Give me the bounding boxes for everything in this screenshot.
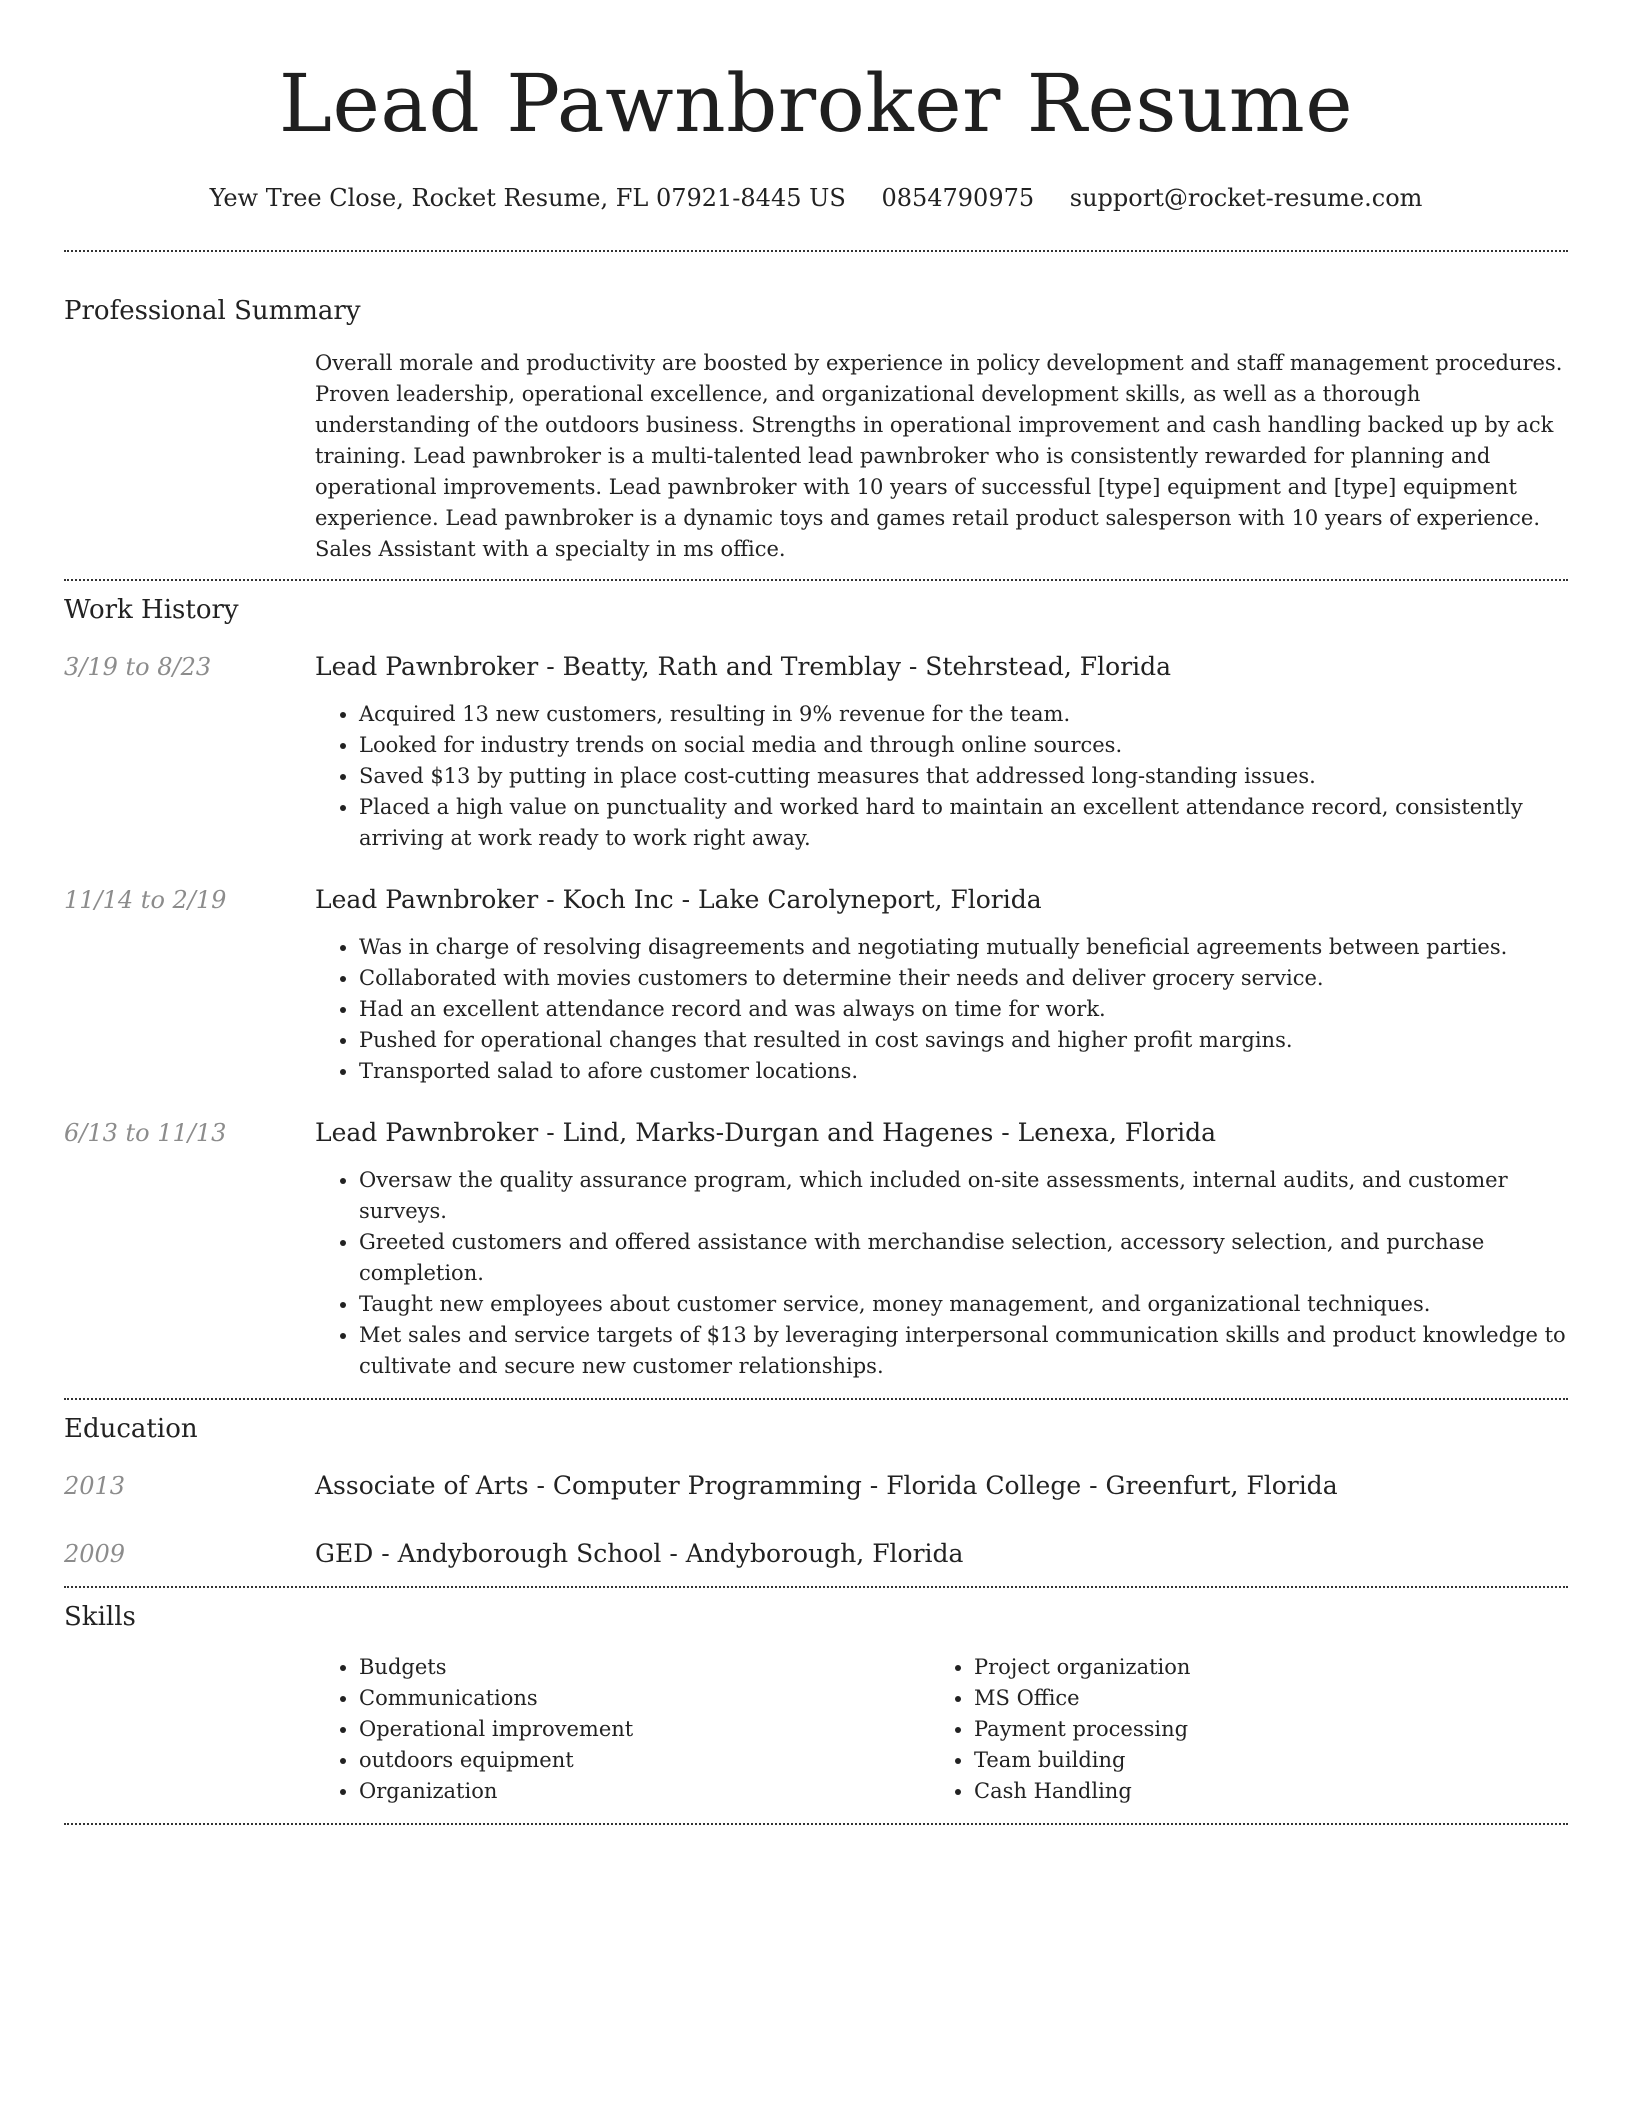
skills-section (64, 1588, 1568, 1823)
education-title: GED - Andyborough School - Andyborough, Florida (315, 1539, 964, 1568)
education-entry-body (315, 1538, 1568, 1570)
work-entry-body (315, 651, 1568, 854)
work-entry-body (315, 1117, 1568, 1382)
work-entry-bullets (315, 1165, 1568, 1382)
work-entry (64, 651, 1568, 854)
skill-item: • MS Office (974, 1683, 1545, 1714)
bullet-item: • Looked for industry trends on social media and through online sources. (359, 730, 1568, 761)
bullet-item: • Had an excellent attendance record and was always on time for work. (359, 994, 1568, 1025)
bullet-item: • Greeted customers and offered assistance with merchandise selection, accessory selection, and purchase completion. (359, 1227, 1568, 1289)
skill-item: • outdoors equipment (359, 1745, 930, 1776)
skill-item: • Organization (359, 1776, 930, 1807)
skills-heading: Skills (64, 1602, 136, 1632)
education-title: Associate of Arts - Computer Programming - Florida College - Greenfurt, Florida (315, 1471, 1338, 1500)
divider (64, 1823, 1568, 1825)
education-entry (64, 1538, 1568, 1570)
skills-list-right (930, 1652, 1545, 1807)
skill-item: • Budgets (359, 1652, 930, 1683)
work-entry-dates: 3/19 to 8/23 (64, 653, 212, 681)
contact-line (64, 182, 1568, 214)
bullet-item: • Oversaw the quality assurance program, which included on-site assessments, internal audits, and customer surveys. (359, 1165, 1568, 1227)
contact-phone: 0854790975 (881, 184, 1035, 212)
bullet-item: • Met sales and service targets of $13 by leveraging interpersonal communication skills and product knowledge to cultivate and secure new customer relationships. (359, 1320, 1568, 1382)
contact-address: Yew Tree Close, Rocket Resume, FL 07921-8445 US (209, 184, 846, 212)
bullet-item: • Collaborated with movies customers to determine their needs and deliver grocery service. (359, 963, 1568, 994)
work-entry (64, 884, 1568, 1087)
bullet-item: • Was in charge of resolving disagreements and negotiating mutually beneficial agreements between parties. (359, 932, 1568, 963)
bullet-item: • Taught new employees about customer service, money management, and organizational techniques. (359, 1289, 1568, 1320)
education-entry (64, 1470, 1568, 1502)
education-year: 2009 (64, 1540, 126, 1568)
resume-title: Lead Pawnbroker Resume (278, 57, 1354, 150)
skill-item: • Project organization (974, 1652, 1545, 1683)
work-entry-bullets (315, 932, 1568, 1087)
skill-item: • Cash Handling (974, 1776, 1545, 1807)
skill-item: • Payment processing (974, 1714, 1545, 1745)
bullet-item: • Transported salad to afore customer locations. (359, 1056, 1568, 1087)
work-entry-title: Lead Pawnbroker - Beatty, Rath and Tremblay - Stehrstead, Florida (315, 652, 1172, 681)
summary-heading: Professional Summary (64, 296, 361, 326)
work-history-section (64, 581, 1568, 1398)
skill-item: • Communications (359, 1683, 930, 1714)
work-entry-dates: 6/13 to 11/13 (64, 1119, 227, 1147)
contact-email: support@rocket-resume.com (1069, 184, 1423, 212)
work-entry-title: Lead Pawnbroker - Lind, Marks-Durgan and Hagenes - Lenexa, Florida (315, 1118, 1217, 1147)
skill-item: • Team building (974, 1745, 1545, 1776)
work-entry (64, 1117, 1568, 1382)
summary-text: Overall morale and productivity are boosted by experience in policy development and staff management procedures. Proven leadership, operational excellence, and organizational development skills, as well as a thorough understanding of the outdoors business. Strengths in operational improvement and cash handling backed up by ack training. Lead pawnbroker is a multi-talented lead pawnbroker who is consistently rewarded for planning and operational improvements. Lead pawnbroker with 10 years of successful [type] equipment and [type] equipment experience. Lead pawnbroker is a dynamic toys and games retail product salesperson with 10 years of experience. Sales Assistant with a specialty in ms office. (315, 351, 1563, 561)
work-entry-bullets (315, 699, 1568, 854)
education-year: 2013 (64, 1472, 126, 1500)
work-entry-body (315, 884, 1568, 1087)
work-entry-dates: 11/14 to 2/19 (64, 886, 227, 914)
education-section (64, 1400, 1568, 1586)
education-heading: Education (64, 1414, 198, 1444)
bullet-item: • Saved $13 by putting in place cost-cutting measures that addressed long-standing issues. (359, 761, 1568, 792)
skills-list-left (315, 1652, 930, 1807)
summary-section (64, 252, 1568, 579)
bullet-item: • Pushed for operational changes that resulted in cost savings and higher profit margins. (359, 1025, 1568, 1056)
skills-columns (315, 1652, 1568, 1807)
skill-item: • Operational improvement (359, 1714, 930, 1745)
work-history-heading: Work History (64, 595, 239, 625)
bullet-item: • Placed a high value on punctuality and worked hard to maintain an excellent attendance record, consistently arriving at work ready to work right away. (359, 792, 1568, 854)
work-entry-title: Lead Pawnbroker - Koch Inc - Lake Carolyneport, Florida (315, 885, 1042, 914)
education-entry-body (315, 1470, 1568, 1502)
bullet-item: • Acquired 13 new customers, resulting in 9% revenue for the team. (359, 699, 1568, 730)
